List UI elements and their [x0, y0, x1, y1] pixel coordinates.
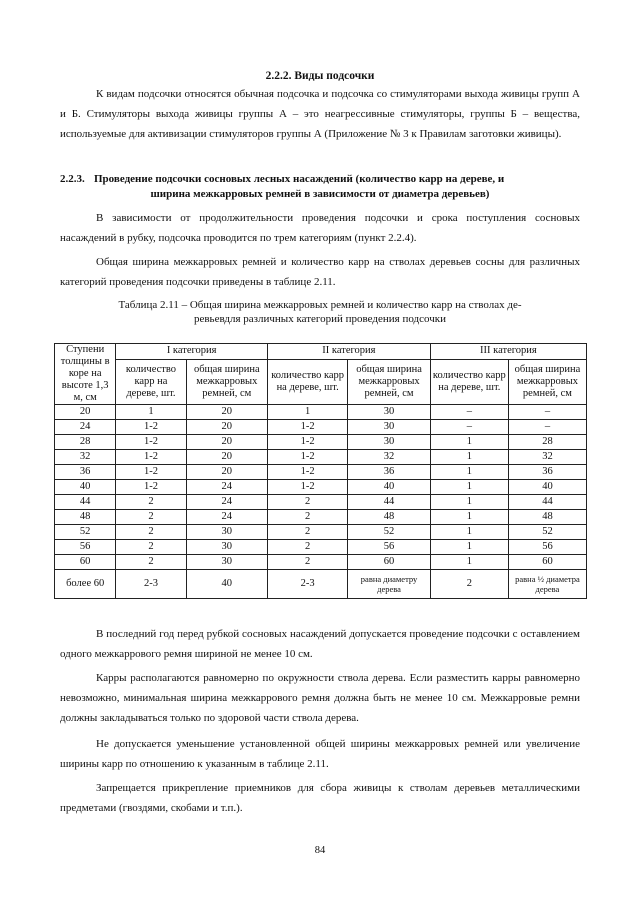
cell: 20 [186, 465, 267, 480]
cell: 24 [186, 495, 267, 510]
paragraph-placement: Карры располагаются равномерно по окружности ствола дерева. Если разместить карры равномерно невозможно, минимальная ширина межкаррового ремня должна быть не менее 10 см. Межкарровые ремни должны закладываться только по здоровой части ствола дерева. [60, 672, 580, 724]
cell: 30 [186, 540, 267, 555]
cell: 36 [348, 465, 431, 480]
cell: 32 [348, 450, 431, 465]
cell: более 60 [55, 570, 116, 599]
cell: 1-2 [116, 465, 186, 480]
paragraph-types: К видам подсочки относятся обычная подсочка и подсочка со стимуляторами выхода живицы групп А и Б. Стимуляторы выхода живицы группы А – это неагрессивные стимуляторы, группы Б – вещества, используемые для активизации стимуляторов группы А (Приложение № 3 к Правилам заготовки живицы). [60, 88, 580, 140]
cell: 48 [508, 510, 586, 525]
cell: 2 [430, 570, 508, 599]
cell: 2 [116, 510, 186, 525]
cell: 48 [55, 510, 116, 525]
cell: 1 [430, 495, 508, 510]
cell: 1 [430, 465, 508, 480]
paragraph-table-ref: Общая ширина межкарровых ремней и количество карр на стволах деревьев сосны для различных категорий проведения подсочки приведены в таблице 2.11. [60, 256, 580, 288]
section-title: 2.2.2. Виды подсочки [265, 70, 375, 82]
cell: 1-2 [116, 420, 186, 435]
cell: 24 [186, 480, 267, 495]
table-row [55, 570, 587, 599]
cell: 1-2 [268, 450, 348, 465]
cell: 44 [508, 495, 586, 510]
cell: 52 [508, 525, 586, 540]
cell: 1 [430, 540, 508, 555]
cell: 2-3 [268, 570, 348, 599]
cell: 24 [55, 420, 116, 435]
table-row [55, 450, 587, 465]
cell: 32 [508, 450, 586, 465]
cell: 2 [268, 540, 348, 555]
paragraph-categories: В зависимости от продолжительности проведения подсочки и срока поступления сосновых насаждений в рубку, подсочка проводится по трем категориям (пункт 2.2.4). [60, 212, 580, 244]
cell: 1-2 [268, 420, 348, 435]
cell: 32 [55, 450, 116, 465]
cell: 2 [116, 525, 186, 540]
cell: 1 [430, 450, 508, 465]
cell: 60 [348, 555, 431, 570]
cell: – [508, 420, 586, 435]
cell: 1-2 [268, 435, 348, 450]
cell: – [430, 405, 508, 420]
table-row [55, 555, 587, 570]
header-category-1: I категория [116, 344, 268, 360]
cell: 2 [116, 555, 186, 570]
table-caption-line1: Таблица 2.11 – Общая ширина межкарровых ремней и количество карр на стволах де- [118, 299, 522, 311]
header-count: количество карр на дереве, шт. [430, 359, 508, 404]
cell: 1 [430, 555, 508, 570]
table-row [55, 510, 587, 525]
cell: 1-2 [116, 435, 186, 450]
table-row [55, 525, 587, 540]
cell: 1 [430, 510, 508, 525]
cell: 56 [55, 540, 116, 555]
cell: 56 [348, 540, 431, 555]
cell: 1-2 [116, 480, 186, 495]
cell: 40 [186, 570, 267, 599]
cell: 30 [348, 420, 431, 435]
header-steps: Ступени толщины в коре на высоте 1,3 м, см [55, 344, 116, 405]
cell: равна диаметру дерева [348, 570, 431, 599]
cell: 36 [55, 465, 116, 480]
cell: 56 [508, 540, 586, 555]
cell: 2 [116, 540, 186, 555]
page-number: 84 [314, 845, 326, 856]
subsection-title-line2: ширина межкарровых ремней в зависимости от диаметра деревьев) [150, 188, 490, 200]
cell: 20 [186, 420, 267, 435]
cell: 1 [430, 435, 508, 450]
table-row [55, 405, 587, 420]
cell: 44 [348, 495, 431, 510]
cell: 60 [508, 555, 586, 570]
cell: 20 [186, 450, 267, 465]
cell: – [430, 420, 508, 435]
cell: 40 [508, 480, 586, 495]
cell: 2 [268, 555, 348, 570]
subsection-heading [60, 172, 580, 202]
cell: 2 [268, 525, 348, 540]
cell: 28 [508, 435, 586, 450]
table-caption [60, 298, 580, 326]
cell: 52 [55, 525, 116, 540]
table-row [55, 495, 587, 510]
cell: 30 [186, 555, 267, 570]
cell: 1-2 [116, 450, 186, 465]
header-category-2: II категория [268, 344, 431, 360]
paragraph-prohibition: Запрещается прикрепление приемников для сбора живицы к стволам деревьев металлическими предметами (гвоздями, скобами и т.п.). [60, 782, 580, 814]
header-count: количество карр на дереве, шт. [268, 359, 348, 404]
cell: 2 [268, 510, 348, 525]
data-table [54, 343, 587, 599]
cell: 20 [186, 435, 267, 450]
cell: – [508, 405, 586, 420]
cell: 36 [508, 465, 586, 480]
cell: 40 [55, 480, 116, 495]
header-width: общая ширина межкарровых ремней, см [348, 359, 431, 404]
paragraph-restriction: Не допускается уменьшение установленной общей ширины межкарровых ремней или увеличение ширины карр по отношению к указанным в таблице 2.11. [60, 738, 580, 770]
cell: 30 [348, 435, 431, 450]
cell: 30 [348, 405, 431, 420]
header-count: количество карр на дереве, шт. [116, 359, 186, 404]
cell: 48 [348, 510, 431, 525]
header-category-3: III категория [430, 344, 586, 360]
header-width: общая ширина межкарровых ремней, см [186, 359, 267, 404]
cell: 1-2 [268, 465, 348, 480]
table-row [55, 540, 587, 555]
table-row [55, 465, 587, 480]
cell: 30 [186, 525, 267, 540]
header-width: общая ширина межкарровых ремней, см [508, 359, 586, 404]
cell: 1 [268, 405, 348, 420]
cell: 1-2 [268, 480, 348, 495]
cell: 1 [430, 525, 508, 540]
cell: 2 [268, 495, 348, 510]
cell: 44 [55, 495, 116, 510]
paragraph-last-year: В последний год перед рубкой сосновых насаждений допускается проведение подсочки с оставлением одного межкаррового ремня шириной не менее 10 см. [60, 628, 580, 660]
table-caption-line2: ревьевдля различных категорий проведения подсочки [193, 313, 447, 325]
cell: 1 [430, 480, 508, 495]
cell: 20 [186, 405, 267, 420]
subsection-title-line1: Проведение подсочки сосновых лесных насаждений (количество карр на дереве, и [94, 173, 505, 185]
table-row [55, 480, 587, 495]
table-row [55, 420, 587, 435]
cell: 60 [55, 555, 116, 570]
cell: 24 [186, 510, 267, 525]
cell: 40 [348, 480, 431, 495]
cell: 1 [116, 405, 186, 420]
table-row [55, 435, 587, 450]
cell: 20 [55, 405, 116, 420]
cell: 52 [348, 525, 431, 540]
cell: 2 [116, 495, 186, 510]
cell: равна ½ диаметра дерева [508, 570, 586, 599]
subsection-number: 2.2.3. [60, 173, 85, 185]
cell: 2-3 [116, 570, 186, 599]
cell: 28 [55, 435, 116, 450]
